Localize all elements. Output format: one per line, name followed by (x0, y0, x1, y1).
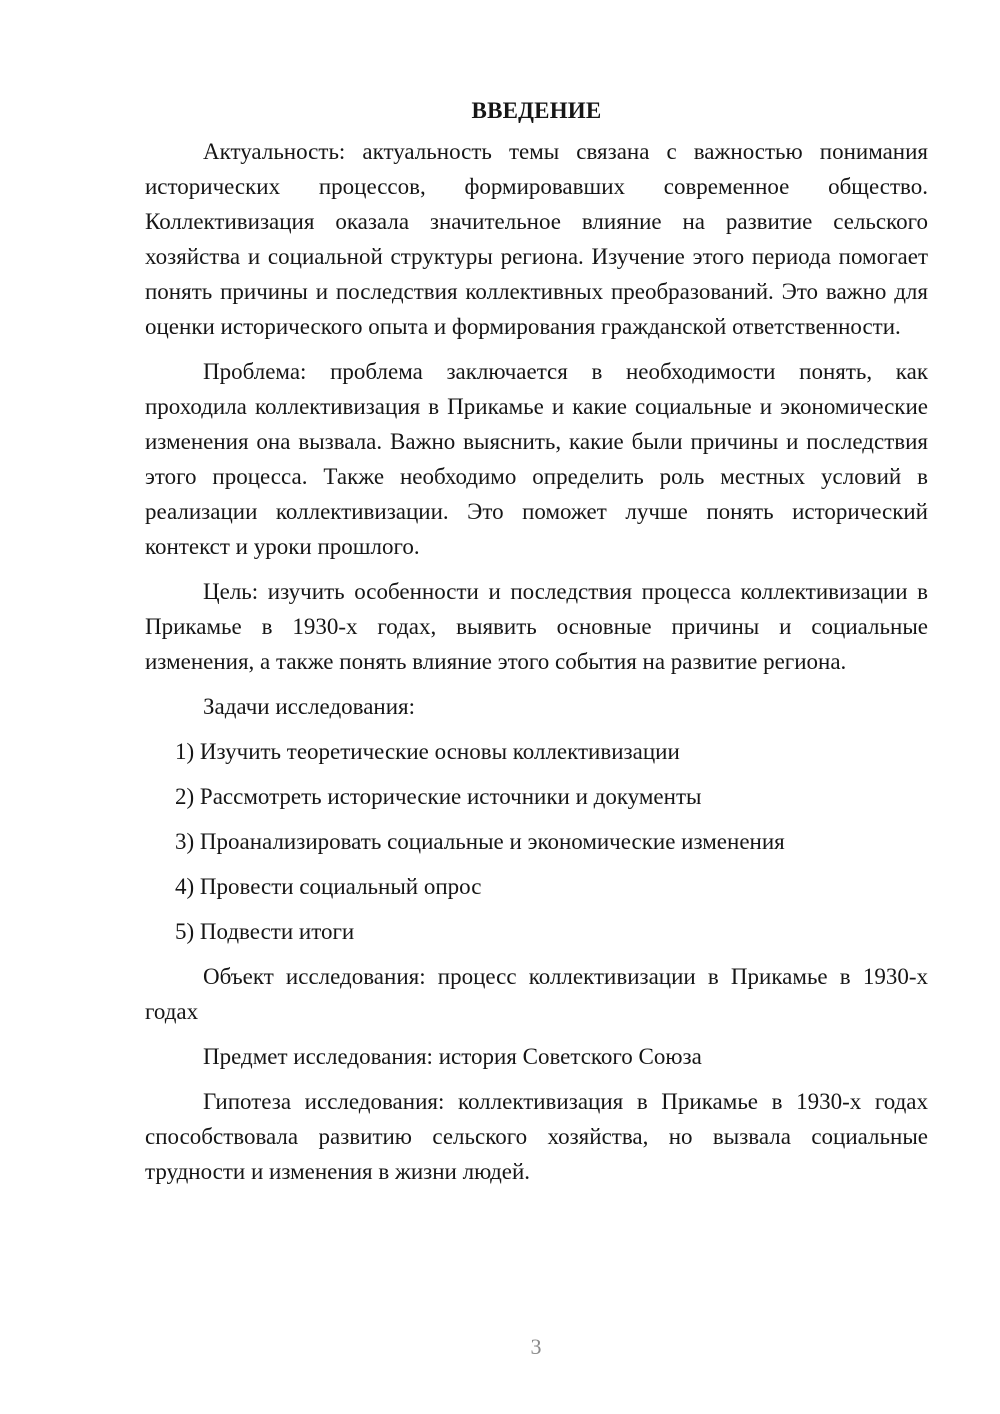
task-item: 2) Рассмотреть исторические источники и документы (175, 784, 702, 809)
page-number: 3 (530, 1334, 542, 1359)
paragraph-subject: Предмет исследования: история Советского Союза (203, 1044, 702, 1069)
paragraph-hypothesis: Гипотеза исследования: коллективизация в Прикамье в 1930-х годах способствовала развитию сельского хозяйства, но вызвала социальные трудности и изменения в жизни людей. (145, 1089, 928, 1184)
paragraph-goal: Цель: изучить особенности и последствия процесса коллективизации в Прикамье в 1930-х годах, выявить основные причины и социальные изменения, а также понять влияние этого события на развитие региона. (145, 579, 928, 674)
document-page (145, 96, 928, 1199)
paragraph-relevance: Актуальность: актуальность темы связана с важностью понимания исторических процессов, формировавших современное общество. Коллективизация оказала значительное влияние на развитие сельского хозяйства и социальной структуры региона. Изучение этого периода помогает понять причины и последствия коллективных преобразований. Это важно для оценки исторического опыта и формирования гражданской ответственности. (145, 139, 928, 339)
tasks-heading: Задачи исследования: (203, 694, 416, 719)
task-item: 1) Изучить теоретические основы коллективизации (175, 739, 680, 764)
paragraph-object: Объект исследования: процесс коллективизации в Прикамье в 1930-х годах (145, 964, 928, 1024)
paragraph-problem: Проблема: проблема заключается в необходимости понять, как проходила коллективизация в Прикамье и какие социальные и экономические изменения она вызвала. Важно выяснить, какие были причины и последствия этого процесса. Также необходимо определить роль местных условий в реализации коллективизации. Это поможет лучше понять исторический контекст и уроки прошлого. (145, 359, 928, 559)
task-item: 3) Проанализировать социальные и экономические изменения (175, 829, 785, 854)
section-title: ВВЕДЕНИЕ (471, 98, 602, 123)
task-item: 4) Провести социальный опрос (175, 874, 482, 899)
task-item: 5) Подвести итоги (175, 919, 355, 944)
task-list (145, 734, 928, 949)
